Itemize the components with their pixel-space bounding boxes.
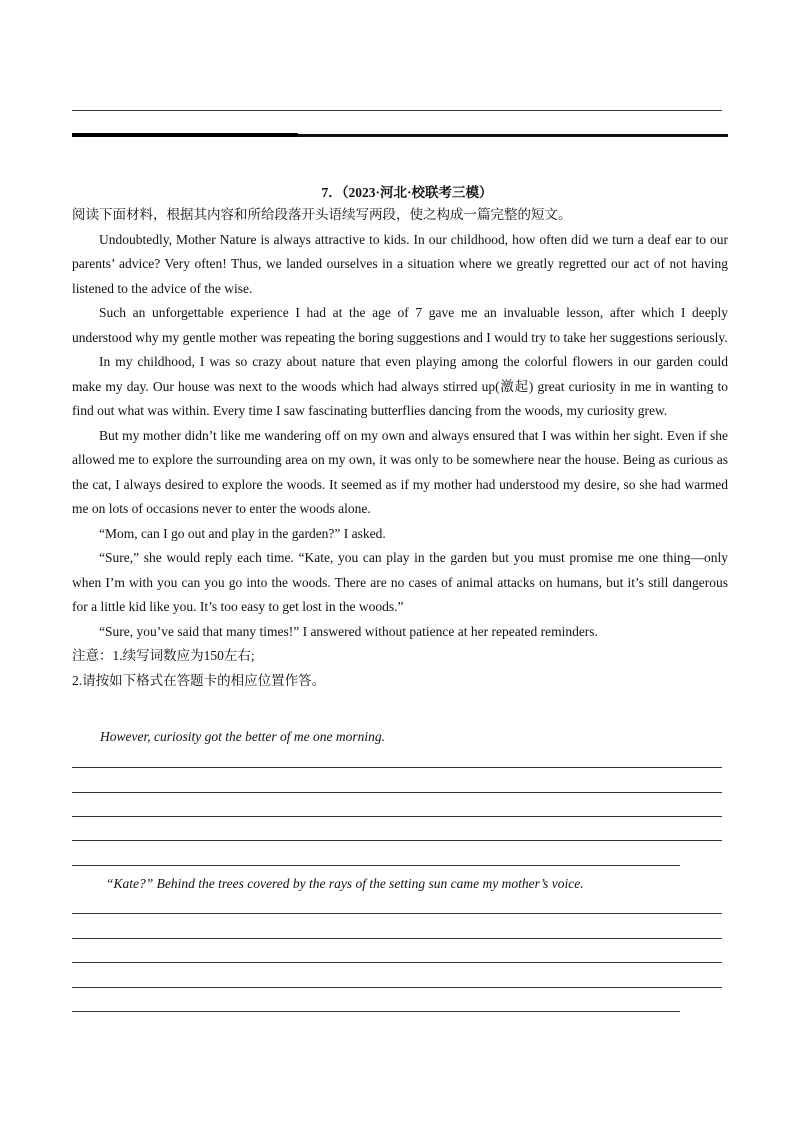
passage-paragraph-3: In my childhood, I was so crazy about nature that even playing among the colorful flowers in our garden could make my day. Our house was next to the woods which had always stirred up(激起) great curiosity in me in wanting to find out what was within. Every time I saw fascinating butterflies dancing from the woods, my curiosity grew. xyxy=(72,354,728,418)
question-content xyxy=(72,183,728,693)
writing-line[interactable] xyxy=(72,913,722,914)
writing-line[interactable] xyxy=(72,865,680,866)
note-answer-format: 2.请按如下格式在答题卡的相应位置作答。 xyxy=(72,672,326,688)
passage-paragraph-4: But my mother didn’t like me wandering off on my own and always ensured that I was within her sight. Even if she allowed me to explore the surrounding area on my own, it was only to be somewhere near the house. Being as curious as the cat, I always desired to explore the woods. It seemed as if my mother had understood my desire, so she had warmed me on lots of occasions never to enter the woods alone. xyxy=(72,427,728,516)
passage-paragraph-5: “Mom, can I go out and play in the garden?” I asked. xyxy=(99,525,386,541)
writing-line[interactable] xyxy=(72,840,722,841)
paragraph-starter-2: “Kate?” Behind the trees covered by the rays of the setting sun came my mother’s voice. xyxy=(106,876,584,891)
writing-line[interactable] xyxy=(72,962,722,963)
question-title: 7．（2023·河北·校联考三模） xyxy=(321,185,493,200)
writing-line[interactable] xyxy=(72,1011,680,1012)
passage-paragraph-6: “Sure,” she would reply each time. “Kate, you can play in the garden but you must promise me one thing—only when I’m with you can you go into the woods. There are no cases of animal attacks on humans, but it’s still dangerous for a little kid like you. It’s too easy to get lost in the woods.” xyxy=(72,550,728,614)
writing-line[interactable] xyxy=(72,938,722,939)
question-instruction: 阅读下面材料，根据其内容和所给段落开头语续写两段，使之构成一篇完整的短文。 xyxy=(72,207,572,222)
writing-line[interactable] xyxy=(72,792,722,793)
passage-paragraph-1: Undoubtedly, Mother Nature is always attractive to kids. In our childhood, how often did we turn a deaf ear to our parents’ advice? Very often! Thus, we landed ourselves in a situation where we greatly regretted our act of not having listened to the advice of the wise. xyxy=(72,231,728,296)
passage-paragraph-7: “Sure, you’ve said that many times!” I answered without patience at her repeated reminders. xyxy=(99,623,598,639)
writing-line[interactable] xyxy=(72,816,722,817)
writing-line[interactable] xyxy=(72,987,722,988)
section-divider-accent xyxy=(72,133,298,137)
writing-line[interactable] xyxy=(72,767,722,768)
note-word-count: 注意：1.续写词数应为150左右; xyxy=(72,648,255,663)
top-answer-line xyxy=(72,110,722,111)
section-divider xyxy=(72,134,728,137)
paragraph-starter-1: However, curiosity got the better of me one morning. xyxy=(100,729,385,744)
passage-paragraph-2: Such an unforgettable experience I had at the age of 7 gave me an invaluable lesson, after which I deeply understood why my gentle mother was repeating the boring suggestions and I would try to take her suggestions seriously. xyxy=(72,305,728,345)
